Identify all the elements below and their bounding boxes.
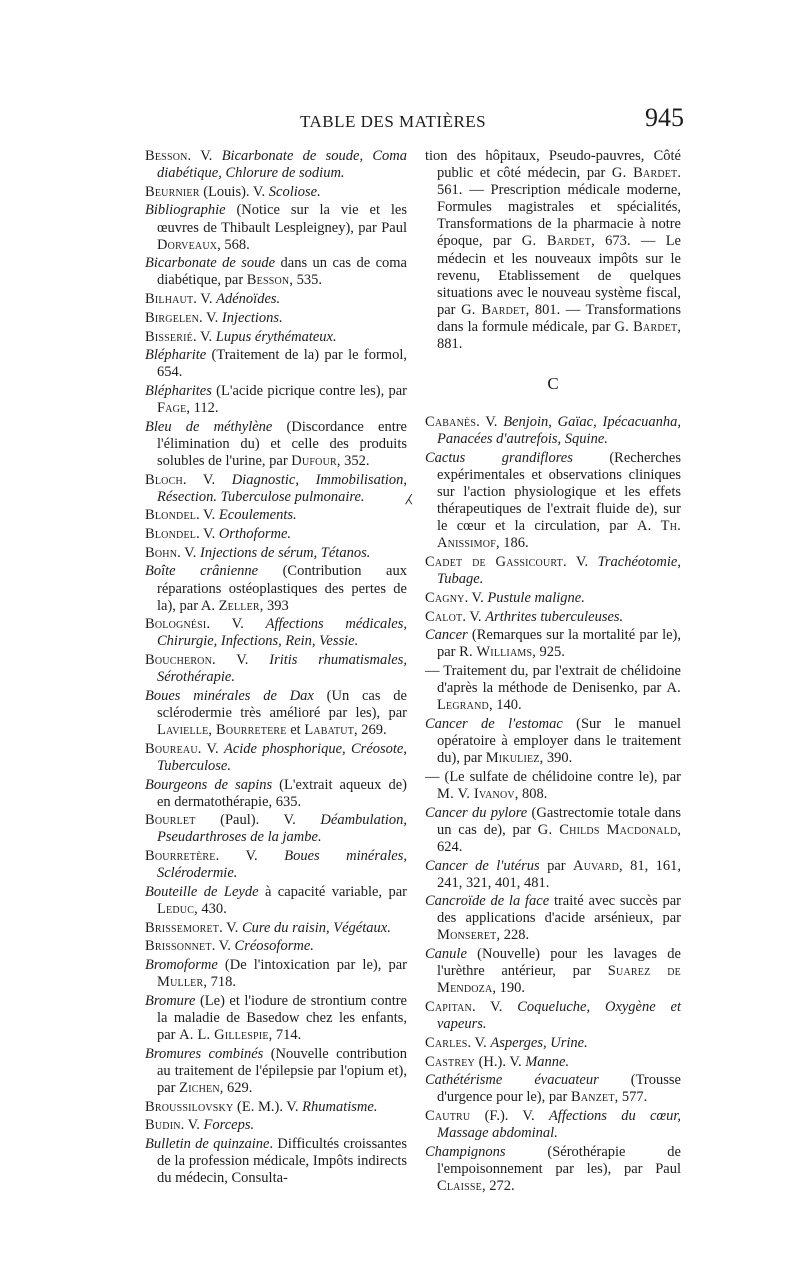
entry-author: Bilhaut [145, 291, 194, 308]
entry-subject: Bromure [145, 992, 196, 1009]
index-entry [145, 310, 407, 327]
margin-annotation-mark: ⁁ [406, 479, 412, 504]
index-entry [145, 1136, 407, 1187]
entry-subject: Benjoin, Gaïac, Ipécacuanha, Panacées d'autrefois, Squine. [437, 414, 681, 448]
entry-subject: Boues minérales de Dax [145, 687, 314, 704]
entry-subject: Cancer [425, 627, 468, 644]
entry-text: . V. [215, 848, 285, 865]
index-entry [425, 769, 681, 803]
entry-text: . V. [206, 616, 266, 633]
entry-text: (Sur le manuel opératoire à employer dans le traitement du), par [437, 715, 681, 767]
entry-subject: Trachéotomie, Tubage. [437, 554, 681, 588]
entry-text: (Nouvelle) pour les lavages de l'urèthre antérieur, par [437, 946, 681, 980]
entry-author: Zichen [179, 1079, 220, 1096]
entry-text: . V. [197, 740, 224, 757]
index-entry [145, 507, 407, 524]
entry-text: , 535. [289, 272, 322, 289]
entry-text: , 624. [437, 821, 681, 855]
entry-text: , 808. [514, 785, 548, 802]
entry-text: , 881. [437, 318, 681, 353]
entry-text: dans un cas de coma diabétique, par [157, 255, 407, 289]
entry-text: . V. [212, 652, 270, 669]
entry-subject: Coqueluche, Oxygène et vapeurs. [437, 999, 681, 1033]
entry-author: Cadet de Gassicourt [425, 554, 563, 571]
index-entry [145, 383, 407, 417]
entry-author: Boureau [145, 740, 198, 757]
index-entry [425, 627, 681, 661]
entry-author: Cautru [425, 1107, 471, 1124]
index-entry [425, 590, 681, 607]
index-entry [145, 202, 407, 253]
index-entry [425, 1072, 681, 1106]
entry-author: Bisserié [145, 328, 193, 345]
entry-text: . V. [193, 291, 217, 308]
index-entry [145, 777, 407, 811]
entry-text: , 112. [186, 400, 219, 417]
entry-author: Suarez de Mendoza [437, 963, 681, 997]
index-entry [425, 148, 681, 353]
entry-text: . V. [196, 526, 219, 543]
index-entry [145, 291, 407, 308]
entry-subject: Bleu de méthylène [145, 418, 273, 435]
index-entry [145, 184, 407, 201]
entry-text: , 390. [539, 750, 573, 767]
right-column [425, 148, 681, 1197]
entry-subject: Cancroïde de la face [425, 893, 550, 910]
entry-text: , 801. — Transformations dans la formule médicale, par [437, 301, 681, 335]
entry-text: (Le) et l'iodure de strontium contre la maladie de Basedow chez les enfants, par [157, 992, 407, 1044]
index-entry [145, 545, 407, 562]
entry-author: Bolognési [145, 616, 207, 633]
entry-text: (Gastrectomie totale dans un cas de), par [437, 804, 681, 838]
entry-text: . V. [180, 1117, 204, 1134]
entry-text: à capacité variable, par [258, 883, 407, 900]
entry-author: Cagny [425, 589, 465, 606]
entry-text: , 718. [203, 974, 236, 991]
entry-author: Budin [145, 1117, 181, 1134]
entry-subject: Affections médicales, Chirurgie, Infections, Rein, Vessie. [157, 616, 407, 650]
entry-author: Zeller [218, 597, 260, 614]
entry-text: (Remarques sur la mortalité par le), par [437, 627, 681, 661]
entry-subject: Boues minérales, Sclérodermie. [157, 848, 407, 882]
index-entry [425, 1108, 681, 1142]
entry-text: . V. [471, 999, 518, 1016]
index-entry [145, 884, 407, 918]
entry-subject: Bromoforme [145, 957, 218, 974]
page-number: 945 [645, 103, 684, 132]
entry-subject: Déambulation, Pseudarthroses de la jambe. [157, 812, 407, 846]
entry-subject: Cancer de l'utérus [425, 857, 540, 874]
entry-text: (E. M.). V. [233, 1098, 303, 1115]
entry-subject: Lupus érythémateux. [215, 328, 337, 345]
entry-subject: Rhumatisme. [302, 1098, 378, 1115]
entry-subject: Cactus grandiflores [425, 450, 573, 466]
entry-author: Cabanès [425, 414, 477, 431]
entry-text: (Notice sur la vie et les œuvres de Thibault Lespleigney), par Paul [157, 202, 407, 236]
entry-text: (Trousse d'urgence pour le), par [437, 1072, 681, 1106]
entry-author: A. L. Gillespie [179, 1027, 269, 1044]
index-entry [145, 652, 407, 686]
index-entry [145, 563, 407, 614]
entry-text: , 186. [495, 535, 529, 552]
index-entry [425, 609, 681, 626]
entry-author: Besson [145, 148, 188, 164]
entry-text: , 925. [532, 644, 565, 661]
running-head: TABLE DES MATIÈRES [300, 112, 487, 131]
entry-subject: Forceps. [203, 1117, 255, 1134]
entry-author: Bourlet [145, 812, 196, 829]
entry-text: , 352. [336, 452, 370, 469]
entry-text: , 568. [217, 236, 250, 253]
entry-author: G. Bardet [614, 318, 678, 335]
entry-author: Bloch [145, 471, 183, 488]
index-entry [145, 848, 407, 882]
entry-text: . V. [196, 507, 219, 524]
entry-text: . V. [199, 309, 222, 326]
index-entry [425, 716, 681, 767]
index-entry [145, 920, 407, 937]
index-entry [425, 1054, 681, 1071]
index-entry [425, 663, 681, 714]
entry-text: traité avec succès par des applications d'acide arsénieux, par [437, 893, 681, 927]
entry-author: Carles [425, 1034, 468, 1051]
entry-subject: Iritis rhumatismales, Sérothérapie. [157, 652, 407, 686]
entry-subject: Bouteille de Leyde [145, 883, 259, 900]
entry-author: A. Th. Anissimof [437, 518, 681, 552]
entry-author: Besson [246, 272, 290, 289]
entry-text: , 228. [496, 927, 530, 944]
entry-text: (Louis). V. [199, 183, 269, 200]
index-entry [145, 616, 407, 650]
entry-subject: Pustule maligne. [487, 589, 585, 606]
entry-text: . V. [187, 148, 222, 164]
entry-author: Birgelen [145, 309, 200, 326]
entry-subject: Orthoforme. [218, 526, 292, 543]
entry-subject: Créosoforme. [234, 938, 314, 955]
index-entry [425, 414, 681, 448]
entry-text: . V. [177, 544, 200, 561]
entry-subject: Bicarbonate de soude, Coma diabétique, Chlorure de sodium. [157, 148, 407, 182]
entry-author: Dorveaux [157, 236, 218, 253]
index-entry [145, 993, 407, 1044]
index-entry [145, 812, 407, 846]
right-column-continuation [425, 148, 681, 353]
entry-subject: Manne. [525, 1053, 570, 1070]
index-entry [145, 741, 407, 775]
entry-author: Brissonnet [145, 938, 212, 955]
entry-subject: Champignons [425, 1143, 506, 1160]
entry-text: , 81, 161, 241, 321, 401, 481. [437, 857, 682, 891]
entry-author: A. Legrand [437, 680, 681, 714]
index-entry [425, 946, 681, 997]
entry-author: Banzet [571, 1089, 615, 1106]
index-entry [145, 329, 407, 346]
entry-subject: Arthrites tuberculeuses. [485, 608, 624, 625]
index-entry [145, 526, 407, 543]
entry-text: . 561. — Prescription médicale moderne, Formules magistrales et spécialités, Transformations de la pharmacie à notre époque, par [437, 165, 681, 250]
entry-subject: Injections de sérum, Tétanos. [199, 544, 371, 561]
entry-text: , 673. — Le médecin et les nouveaux impôts sur le revenu, Etablissement de quelques situations avec le nouveau système fiscal, par [437, 233, 681, 318]
entry-author: G. Bardet [461, 301, 526, 318]
entry-text: (H.). V. [474, 1053, 526, 1070]
index-entry [145, 1117, 407, 1134]
entry-subject: Cancer du pylore [425, 804, 528, 821]
left-column [145, 148, 407, 1189]
entry-subject: Acide phosphorique, Créosote, Tuberculose. [157, 740, 407, 774]
entry-subject: Bromures combinés [145, 1045, 264, 1062]
entry-author: G. Bardet [611, 165, 678, 182]
entry-subject: Diagnostic, Immobilisation, Résection. Tuberculose pulmonaire. [157, 471, 407, 505]
entry-author: M. V. Ivanov [437, 785, 515, 802]
entry-author: G. Bardet [521, 233, 592, 250]
entry-subject: Canule [425, 946, 467, 963]
entry-text: (Discordance entre l'élimination du) et celle des produits solubles de l'urine, par [157, 418, 407, 469]
entry-author: Bourretère [145, 848, 216, 865]
entry-author: Blondel [145, 507, 197, 524]
index-entry [145, 957, 407, 991]
entry-author: Monseret [437, 927, 497, 944]
entry-text: (Nouvelle contribution au traitement de l'épilepsie par l'opium et), par [157, 1045, 408, 1096]
entry-author: Claisse [437, 1177, 482, 1194]
index-entry [145, 688, 407, 739]
entry-author: Leduc [157, 901, 195, 917]
index-entry [145, 148, 407, 182]
entry-text: . V. [462, 608, 486, 625]
entry-subject: Cathétérisme évacuateur [425, 1072, 599, 1089]
entry-text: (De l'intoxication par le), par [217, 957, 407, 974]
entry-subject: Ecoulements. [218, 507, 297, 524]
entry-subject: Cure du raisin, Végétaux. [241, 919, 391, 936]
index-entry [425, 858, 681, 892]
entry-author: Fage [157, 400, 187, 417]
entry-author: Blondel [145, 526, 197, 543]
index-entry [425, 1144, 681, 1195]
entry-text: par [539, 857, 574, 874]
entry-text: . V. [192, 328, 216, 345]
entry-subject: Blépharites [145, 382, 212, 399]
section-letter: C [547, 374, 559, 394]
entry-author: Bohn [145, 544, 178, 561]
entry-author: Lavielle, Bourretere [157, 722, 287, 739]
entry-text: (F.). V. [470, 1107, 549, 1124]
entry-text: (Sérothérapie de l'empoisonnement par les), par Paul [437, 1143, 681, 1177]
index-entry [425, 1035, 681, 1052]
entry-subject: Scoliose. [268, 183, 321, 200]
entry-author: Beurnier [145, 183, 200, 200]
entry-text: , 190. [492, 980, 526, 997]
entry-text: . Difficultés croissantes de la profession médicale, Impôts indirects du médecin, Consulta- [157, 1135, 407, 1187]
entry-author: G. Childs Macdonald [537, 821, 678, 838]
entry-subject: Asperges, Urine. [490, 1034, 588, 1051]
index-entry [145, 472, 407, 506]
entry-text: , 269. [354, 722, 387, 739]
entry-text: et [286, 722, 305, 739]
entry-text: , 430. [194, 901, 227, 917]
entry-text: , 714. [268, 1027, 302, 1044]
entry-author: Broussilovsky [145, 1098, 234, 1115]
entry-subject: Adénoïdes. [216, 291, 281, 308]
index-entry [425, 999, 681, 1033]
index-entry [145, 1046, 407, 1097]
entry-text: , 272. [481, 1177, 515, 1194]
index-entry [425, 893, 681, 944]
entry-author: Dufour [291, 452, 337, 469]
entry-text: , 393 [259, 597, 289, 614]
entry-text: . V. [562, 554, 598, 571]
entry-author: Mikuliez [485, 750, 540, 767]
entry-text: (Traitement de la) par le formol, 654. [157, 347, 407, 381]
entry-author: R. Williams [459, 644, 533, 661]
entry-subject: Blépharite [145, 347, 207, 364]
index-entry [425, 805, 681, 856]
entry-subject: Bibliographie [145, 202, 226, 219]
entry-author: Brissemoret [145, 919, 220, 936]
entry-text: . V. [219, 919, 242, 936]
entry-text: (Un cas de sclérodermie très amélioré par les), par [157, 687, 407, 721]
entry-author: Castrey [425, 1053, 475, 1070]
entry-author: Capitan [425, 999, 472, 1016]
entry-subject: Bulletin de quinzaine [145, 1135, 270, 1152]
entry-text: , 577. [614, 1089, 648, 1106]
index-entry [145, 255, 407, 289]
entry-text: (L'extrait aqueux de) en dermatothérapie, 635. [157, 776, 407, 810]
entry-subject: Cancer de l'estomac [425, 715, 563, 732]
entry-text: tion des hôpitaux, Pseudo-pauvres, Côté public et côté médecin, par [425, 148, 681, 182]
index-entry [145, 1099, 407, 1116]
entry-subject: Boîte crânienne [145, 563, 259, 580]
entry-text: . V. [467, 1034, 491, 1051]
entry-text: , 140. [488, 697, 522, 714]
entry-text: . V. [464, 589, 488, 606]
entry-author: Auvard [573, 857, 619, 874]
entry-text: , 629. [219, 1079, 253, 1096]
entry-subject: Injections. [221, 309, 283, 326]
entry-subject: Bourgeons de sapins [145, 776, 273, 793]
entry-author: Calot [425, 608, 463, 625]
entry-text: — (Le sulfate de chélidoine contre le), par [425, 768, 681, 785]
entry-subject: Bicarbonate de soude [145, 255, 276, 272]
entry-text: . V. [211, 938, 235, 955]
entry-text: (Contribution aux réparations ostéoplastiques des pertes de la), par A. [157, 563, 407, 614]
index-entry [145, 938, 407, 955]
entry-text: . V. [182, 471, 232, 488]
right-column-entries [425, 414, 681, 1195]
entry-author: Labatut [304, 722, 355, 739]
index-entry [425, 450, 681, 553]
entry-text: (Recherches expérimentales et observations cliniques sur l'action physiologique et les effets thérapeutiques de l'extrait fluide de), sur le cœur et la circulation, par [437, 450, 681, 535]
entry-subject: Affections du cœur, Massage abdominal. [437, 1107, 681, 1142]
entry-author: Boucheron [145, 652, 213, 669]
entry-text: — Traitement du, par l'extrait de chélidoine d'après la méthode de Denisenko, par [425, 663, 681, 697]
entry-text: (Paul). V. [195, 812, 321, 829]
entry-text: . V. [476, 414, 504, 431]
index-entry [145, 419, 407, 470]
index-entry [145, 347, 407, 381]
index-entry [425, 554, 681, 588]
entry-text: (L'acide picrique contre les), par [211, 382, 407, 399]
entry-author: Muller [157, 974, 204, 991]
